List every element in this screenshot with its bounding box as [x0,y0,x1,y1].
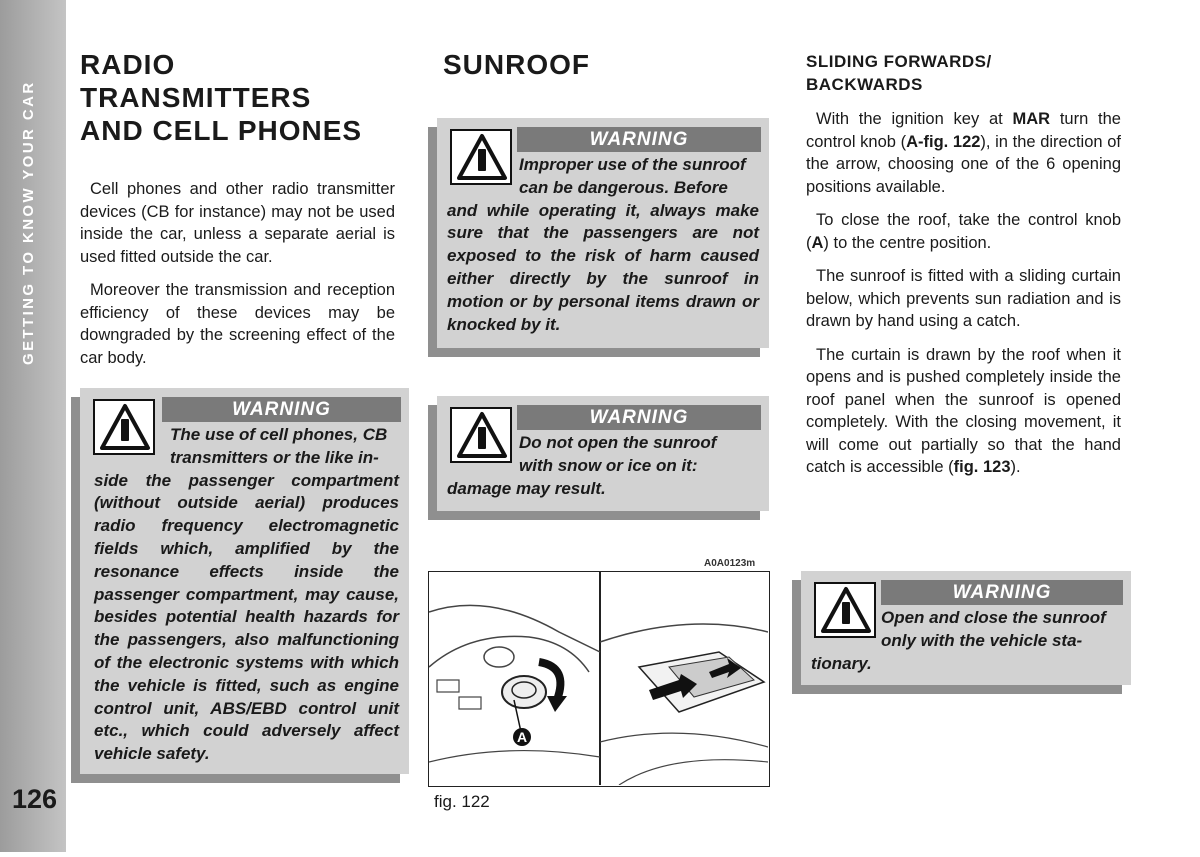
warning-line: side the passenger compartment (without outside aerial) produces radio frequency electromagnetic fields which, amplified by the resonance effects inside the passenger compartment, may cause, besides potential health hazards for the passengers, also malfunctioning of the electronic systems with which the vehicle is fitted, such as engine control unit, ABS/EBD control unit etc., which could adversely affect vehicle safety. [94,470,399,764]
text-run: MAR [1012,110,1051,128]
text-run: With the ignition key at [816,110,1013,128]
warning-line: damage may result. [447,478,606,498]
section-side-label: GETTING TO KNOW YOUR CAR [20,80,37,365]
radio-section-title [80,48,362,147]
callout-A-label: A [516,729,528,745]
figure-caption: fig. 122 [434,792,490,811]
text-run: The curtain is drawn by the roof when it opens and is pushed completely inside the roof panel when the sunroof is opened completely. With the closing movement, it will come out partially so that the hand catch is accessible ( [806,345,1121,476]
warning-line: with snow or ice on it: [519,455,698,475]
figure-code: A0A0123m [704,558,756,569]
title-line: TRANSMITTERS [80,82,312,113]
warning-line: Improper use of the sunroof [519,155,746,174]
title-line: BACKWARDS [806,75,923,94]
sunroof-figure [428,571,770,787]
paragraph [806,209,1121,254]
text-run: A [811,233,824,252]
warning-text [94,424,399,766]
paragraph [806,108,1121,198]
sunroof-danger-warning-box [437,118,769,348]
paragraph: Cell phones and other radio transmitter devices (CB for instance) may not be used inside the car, unless a separate aerial is used fitted outside the car. [80,180,395,266]
warning-line: can be dangerous. Before [519,177,728,197]
sunroof-illustration [429,572,768,785]
sunroof-section-title: SUNROOF [443,49,590,80]
sunroof-snow-warning-box [437,396,769,511]
radio-body [80,178,395,380]
paragraph [806,344,1121,479]
warning-line: only with the vehicle sta- [881,630,1083,650]
warning-line: Open and close the sunroof [881,608,1106,627]
sliding-section-title [806,50,992,96]
text-run: ) to the centre position. [823,233,992,252]
warning-label: WARNING [517,405,761,430]
warning-line: transmitters or the like in- [170,447,379,467]
paragraph: The sunroof is fitted with a sliding curtain below, which prevents sun radiation and is drawn by hand using a catch. [806,267,1121,330]
warning-label: WARNING [517,127,761,152]
text-run: turn the control knob ( [806,110,1121,151]
warning-line: tionary. [811,653,872,673]
sliding-body [806,108,1121,490]
warning-line: and while operating it, always make sure that the passengers are not exposed to the risk of harm caused either directly by the sunroof in motion or by personal items drawn or knocked by it. [447,200,759,334]
text-run: ). [1010,458,1021,476]
warning-text [447,154,759,336]
sunroof-stationary-warning-box [801,571,1131,685]
text-run: To close the roof, take the control knob ( [806,211,1121,252]
text-run: A-fig. 122 [906,132,981,151]
warning-label: WARNING [162,397,401,422]
warning-text [447,432,759,500]
text-run: ), in the direction of the arrow, choosing one of the 6 opening positions available. [806,132,1121,196]
warning-text [811,607,1121,675]
title-line: AND CELL PHONES [80,115,363,146]
warning-line: Do not open the sunroof [519,433,717,452]
paragraph: Moreover the transmission and reception efficiency of these devices may be downgraded by the screening effect of the car body. [80,281,395,367]
title-line: SLIDING FORWARDS/ [806,52,992,71]
page-number: 126 [12,784,58,814]
cell-phone-warning-box [80,388,409,774]
warning-label: WARNING [881,580,1123,605]
title-line: RADIO [80,49,176,80]
warning-line: The use of cell phones, CB [170,425,388,444]
text-run: fig. 123 [953,458,1011,476]
